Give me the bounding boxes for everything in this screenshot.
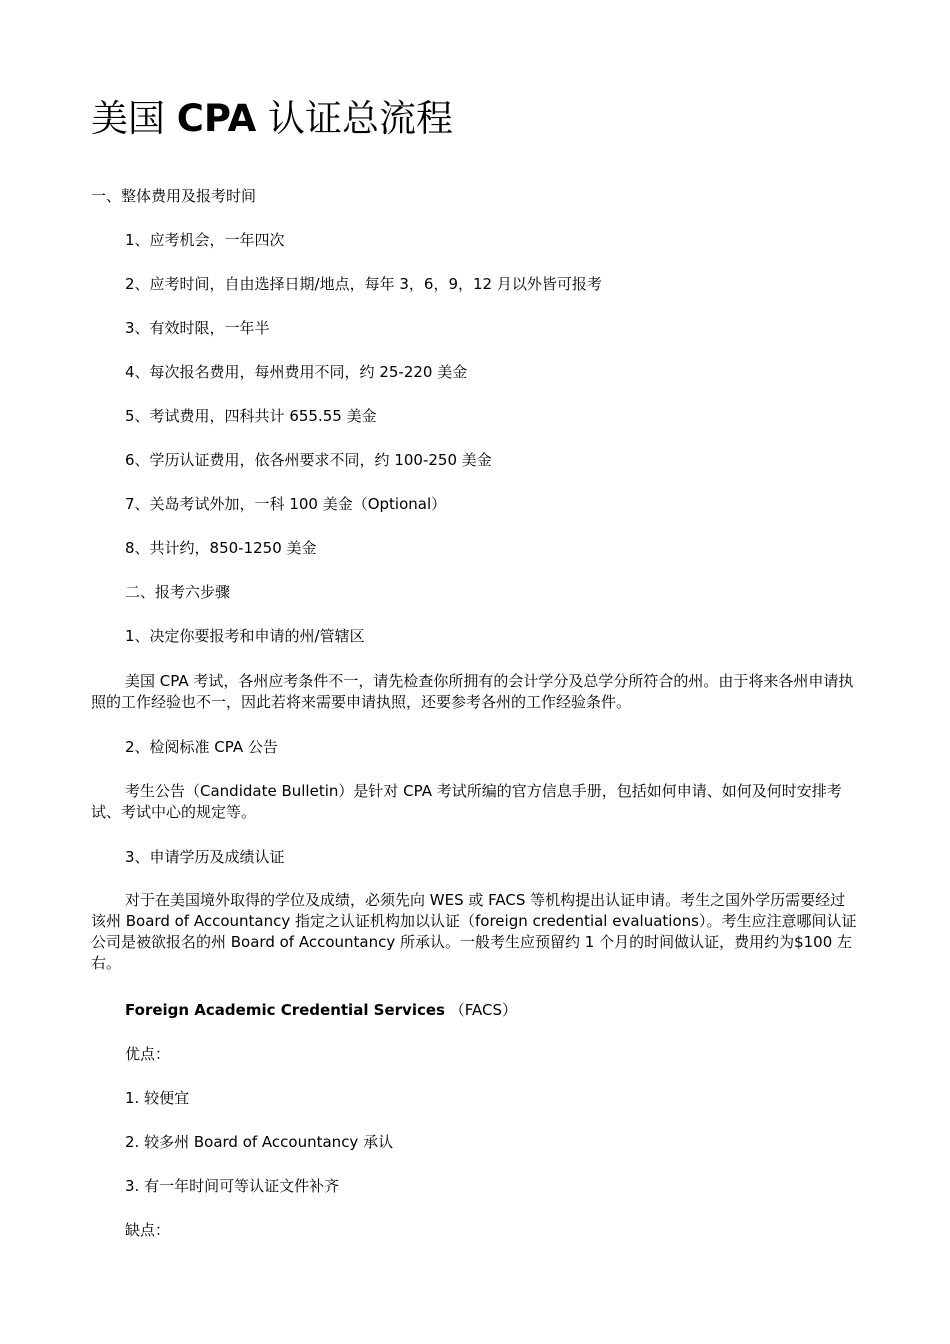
title-suffix: 认证总流程 [256, 97, 454, 140]
page-title [91, 94, 453, 144]
fee-item-5: 5、考试费用，四科共计 655.55 美金 [125, 407, 377, 425]
step-1-body: 美国 CPA 考试，各州应考条件不一，请先检查你所拥有的会计学分及总学分所符合的州。由于将来各州申请执照的工作经验也不一，因此若将来需要申请执照，还要参考各州的工作经验条件。 [91, 672, 854, 711]
step-3-body: 对于在美国境外取得的学位及成绩，必须先向 WES 或 FACS 等机构提出认证申请。考生之国外学历需要经过该州 Board of Accountancy 指定之认证机构加以认证（foreign credential evaluations）。考生应注意哪间认证公司是被欲报名的州 Board of Accountancy 所承认。一般考生应预留约 1 个月的时间做认证，费用约为$100 左右。 [91, 891, 857, 972]
pros-item-2: 2. 较多州 Board of Accountancy 承认 [125, 1133, 394, 1151]
fee-item-3: 3、有效时限，一年半 [125, 319, 270, 337]
step-2-title: 2、检阅标准 CPA 公告 [125, 738, 278, 756]
fee-item-7: 7、关岛考试外加，一科 100 美金（Optional） [125, 495, 447, 513]
section-heading-steps: 二、报考六步骤 [125, 583, 231, 601]
title-prefix: 美国 [91, 97, 177, 140]
cons-label: 缺点： [125, 1221, 171, 1239]
facs-heading [125, 999, 517, 1021]
step-1-title: 1、决定你要报考和申请的州/管辖区 [125, 627, 365, 645]
fee-item-6: 6、学历认证费用，依各州要求不同，约 100-250 美金 [125, 451, 492, 469]
section-heading-fees: 一、整体费用及报考时间 [91, 187, 257, 205]
fee-item-4: 4、每次报名费用，每州费用不同，约 25-220 美金 [125, 363, 468, 381]
pros-item-3: 3. 有一年时间可等认证文件补齐 [125, 1177, 340, 1195]
pros-label: 优点： [125, 1045, 171, 1063]
title-cpa: CPA [176, 97, 257, 140]
fee-item-8: 8、共计约，850-1250 美金 [125, 539, 317, 557]
fee-item-2: 2、应考时间，自由选择日期/地点，每年 3，6，9，12 月以外皆可报考 [125, 275, 602, 293]
step-2-body: 考生公告（Candidate Bulletin）是针对 CPA 考试所编的官方信息手册，包括如何申请、如何及何时安排考试、考试中心的规定等。 [91, 782, 842, 821]
pros-item-1: 1. 较便宜 [125, 1089, 190, 1107]
facs-name: Foreign Academic Credential Services [125, 1001, 445, 1019]
fee-item-1: 1、应考机会，一年四次 [125, 231, 285, 249]
facs-abbr: （FACS） [449, 1001, 517, 1019]
step-3-title: 3、申请学历及成绩认证 [125, 848, 285, 866]
